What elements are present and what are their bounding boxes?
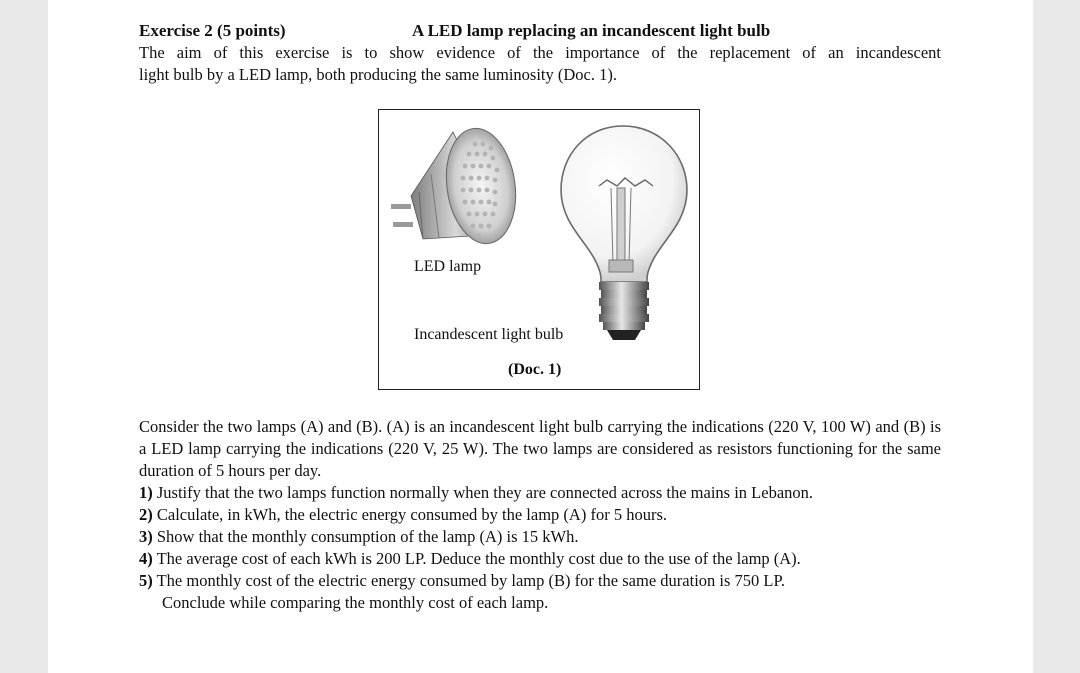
question-3-number: 3)	[139, 527, 153, 546]
question-1-number: 1)	[139, 483, 153, 502]
question-5	[139, 570, 941, 592]
exercise-title-line	[139, 20, 941, 42]
doc-caption: (Doc. 1)	[508, 361, 562, 378]
doc-1-figure	[378, 109, 700, 390]
question-2	[139, 504, 941, 526]
questions-block	[139, 416, 941, 614]
led-lamp-image	[383, 114, 523, 264]
exercise-header-block	[139, 20, 941, 86]
question-2-text: Calculate, in kWh, the electric energy consumed by the lamp (A) for 5 hours.	[156, 505, 667, 524]
question-4-text: The average cost of each kWh is 200 LP. Deduce the monthly cost due to the use of the lamp (A).	[156, 549, 801, 568]
question-4-number: 4)	[139, 549, 153, 568]
question-1	[139, 482, 941, 504]
question-4	[139, 548, 941, 570]
led-lamp-label: LED lamp	[414, 258, 482, 275]
question-5-number: 5)	[139, 571, 153, 590]
exercise-title: A LED lamp replacing an incandescent light bulb	[412, 21, 771, 40]
context-paragraph: Consider the two lamps (A) and (B). (A) is an incandescent light bulb carrying the indications (220 V, 100 W) and (B) is a LED lamp carrying the indications (220 V, 25 W). The two lamps are considered as resistors functioning for the same duration of 5 hours per day.	[139, 417, 941, 480]
document-page	[48, 0, 1033, 673]
question-3-text: Show that the monthly consumption of the lamp (A) is 15 kWh.	[156, 527, 579, 546]
incandescent-bulb-label: Incandescent light bulb	[414, 326, 564, 343]
question-5-continuation: Conclude while comparing the monthly cost of each lamp.	[162, 593, 549, 612]
incandescent-bulb-image	[555, 114, 695, 354]
intro-line-1: The aim of this exercise is to show evidence of the importance of the replacement of an incandescent	[139, 43, 941, 62]
exercise-number: Exercise 2 (5 points)	[139, 21, 286, 40]
question-5-text: The monthly cost of the electric energy consumed by lamp (B) for the same duration is 750 LP.	[156, 571, 785, 590]
intro-line-2: light bulb by a LED lamp, both producing the same luminosity (Doc. 1).	[139, 65, 617, 84]
question-3	[139, 526, 941, 548]
question-2-number: 2)	[139, 505, 153, 524]
question-1-text: Justify that the two lamps function normally when they are connected across the mains in Lebanon.	[156, 483, 814, 502]
